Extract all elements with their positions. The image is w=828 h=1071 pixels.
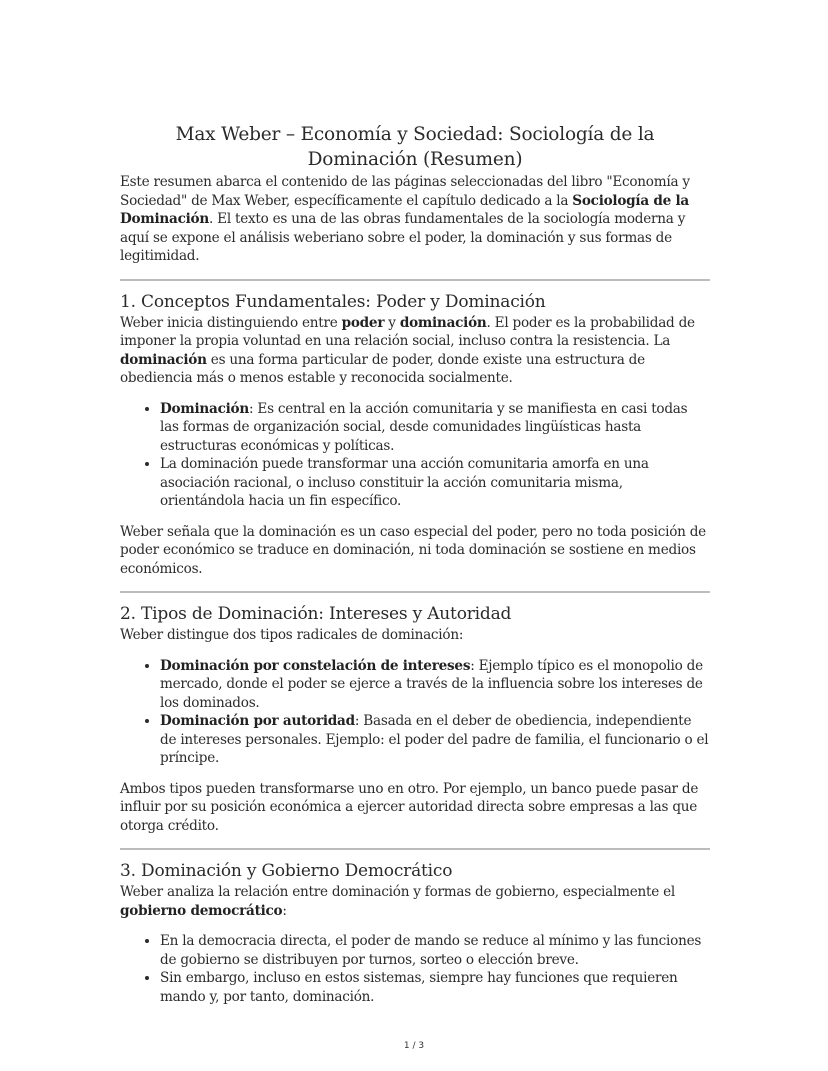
section-heading: 1. Conceptos Fundamentales: Poder y Dominación: [120, 291, 546, 312]
section-1: [120, 291, 710, 579]
intro-paragraph: Este resumen abarca el contenido de las páginas seleccionadas del libro "Economía y Sociedad" de Max Weber, específicamente el capítulo dedicado a la Sociología de la Dominación. El texto es una de las obras fundamentales de la sociología moderna y aquí se expone el análisis weberiano sobre el poder, la dominación y sus formas de legitimidad.: [120, 174, 690, 264]
section-divider: [120, 279, 710, 281]
section-paragraph: Weber distingue dos tipos radicales de dominación:: [120, 627, 464, 643]
list-item: • En la democracia directa, el poder de mando se reduce al mínimo y las funciones de gobierno se distribuyen por turnos, sorteo o elección breve.: [160, 932, 710, 969]
bullet-list: [120, 932, 710, 1006]
section-2: [120, 603, 710, 835]
list-item: • Sin embargo, incluso en estos sistemas, siempre hay funciones que requieren mando y, por tanto, dominación.: [160, 969, 710, 1006]
section-3: [120, 860, 710, 1006]
section-divider: [120, 591, 710, 593]
section-divider: [120, 848, 710, 850]
section-closing: Weber señala que la dominación es un caso especial del poder, pero no toda posición de poder económico se traduce en dominación, ni toda dominación se sostiene en medios económicos.: [120, 523, 706, 577]
bullet-list: [120, 657, 710, 768]
section-heading: 2. Tipos de Dominación: Intereses y Autoridad: [120, 604, 512, 624]
list-item: • La dominación puede transformar una acción comunitaria amorfa en una asociación racional, o incluso constituir la acción comunitaria misma, orientándola hacia un fin específico.: [160, 455, 710, 511]
document-page: [120, 122, 710, 1018]
list-item: • Dominación por constelación de intereses: Ejemplo típico es el monopolio de mercado, donde el poder se ejerce a través de la influencia sobre los intereses de los dominados.: [160, 657, 710, 713]
section-paragraph: Weber analiza la relación entre dominación y formas de gobierno, especialmente el gobierno democrático:: [120, 884, 676, 919]
document-title: Max Weber – Economía y Sociedad: Sociología de la Dominación (Resumen): [175, 124, 655, 170]
list-item: • Dominación: Es central en la acción comunitaria y se manifiesta en casi todas las formas de organización social, desde comunidades lingüísticas hasta estructuras económicas y políticas.: [160, 400, 710, 456]
list-item: • Dominación por autoridad: Basada en el deber de obediencia, independiente de intereses personales. Ejemplo: el poder del padre de familia, el funcionario o el príncipe.: [160, 712, 710, 768]
page-indicator: 1 / 3: [403, 1041, 425, 1051]
section-heading: 3. Dominación y Gobierno Democrático: [120, 861, 453, 881]
bullet-list: [120, 400, 710, 511]
section-closing: Ambos tipos pueden transformarse uno en otro. Por ejemplo, un banco puede pasar de influir por su posición económica a ejercer autoridad directa sobre empresas a las que otorga crédito.: [120, 780, 699, 834]
section-paragraph: Weber inicia distinguiendo entre poder y dominación. El poder es la probabilidad de imponer la propia voluntad en una relación social, incluso contra la resistencia. La dominación es una forma particular de poder, donde existe una estructura de obediencia más o menos estable y reconocida socialmente.: [120, 314, 695, 386]
